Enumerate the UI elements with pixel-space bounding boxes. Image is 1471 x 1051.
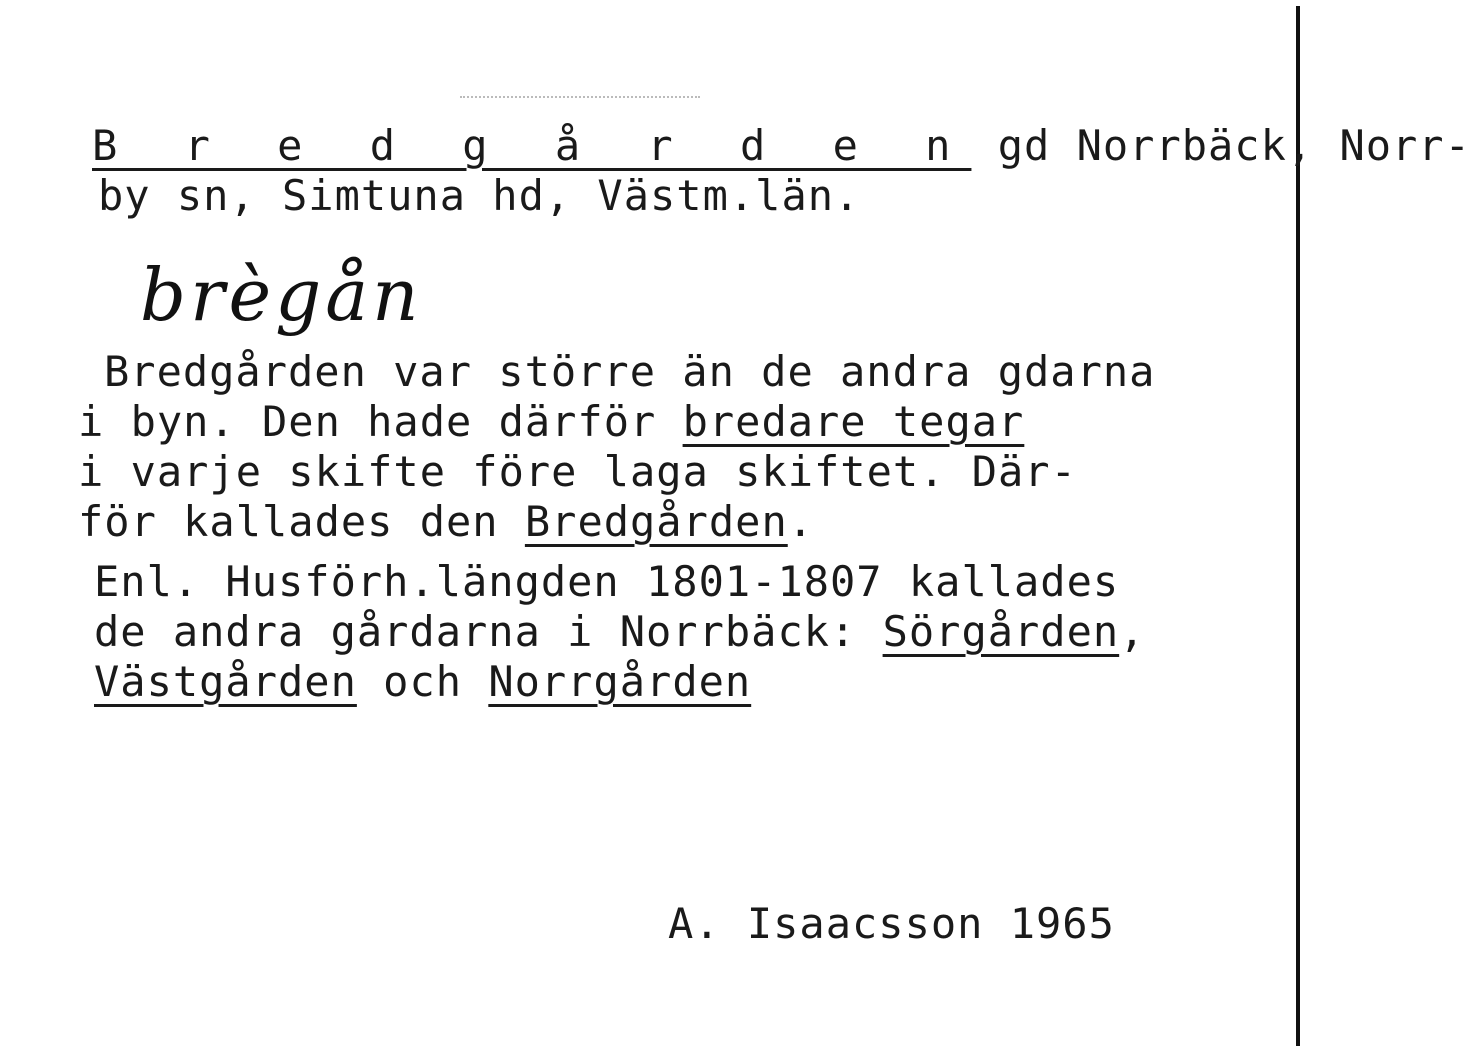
- paragraph1-line2-text: i byn. Den hade därför: [78, 397, 683, 446]
- paragraph1-line4-period: .: [787, 497, 815, 546]
- paragraph2-line1: Enl. Husförh.längden 1801-1807 kallades: [94, 557, 1120, 606]
- paragraph2-line2: [94, 608, 1145, 656]
- paragraph2-line3-och: och: [356, 657, 489, 706]
- faint-dotted-mark: [460, 96, 700, 98]
- location-line: by sn, Simtuna hd, Västm.län.: [98, 171, 861, 220]
- paragraph1-line2: [78, 398, 1024, 446]
- paragraph1-line4: [78, 498, 814, 546]
- paragraph1-line1: Bredgården var större än de andra gdarna: [104, 347, 1156, 396]
- paragraph2-line2-comma: ,: [1119, 607, 1146, 656]
- signature: A. Isaacsson 1965: [668, 899, 1115, 948]
- paragraph2-line2-text: de andra gårdarna i Norrbäck:: [94, 607, 883, 656]
- underlined-term-vastgarden: Västgården: [94, 657, 357, 706]
- headword: B r e d g å r d e n: [92, 121, 972, 170]
- underlined-term-norrgarden: Norrgården: [488, 657, 752, 706]
- underlined-term-sorgarden: Sörgården: [882, 607, 1120, 656]
- header-line: [92, 122, 1471, 170]
- underlined-term-bredare-tegar: bredare tegar: [682, 397, 1025, 446]
- paragraph1-line3: i varje skifte före laga skiftet. Där-: [78, 447, 1077, 496]
- underlined-term-bredgarden: Bredgården: [524, 497, 788, 546]
- handwritten-pronunciation: brègån: [140, 253, 423, 337]
- paragraph2-line3: [94, 658, 751, 706]
- paragraph1-line4-text: för kallades den: [78, 497, 525, 546]
- header-location: gd Norrbäck, Norr-: [971, 121, 1471, 170]
